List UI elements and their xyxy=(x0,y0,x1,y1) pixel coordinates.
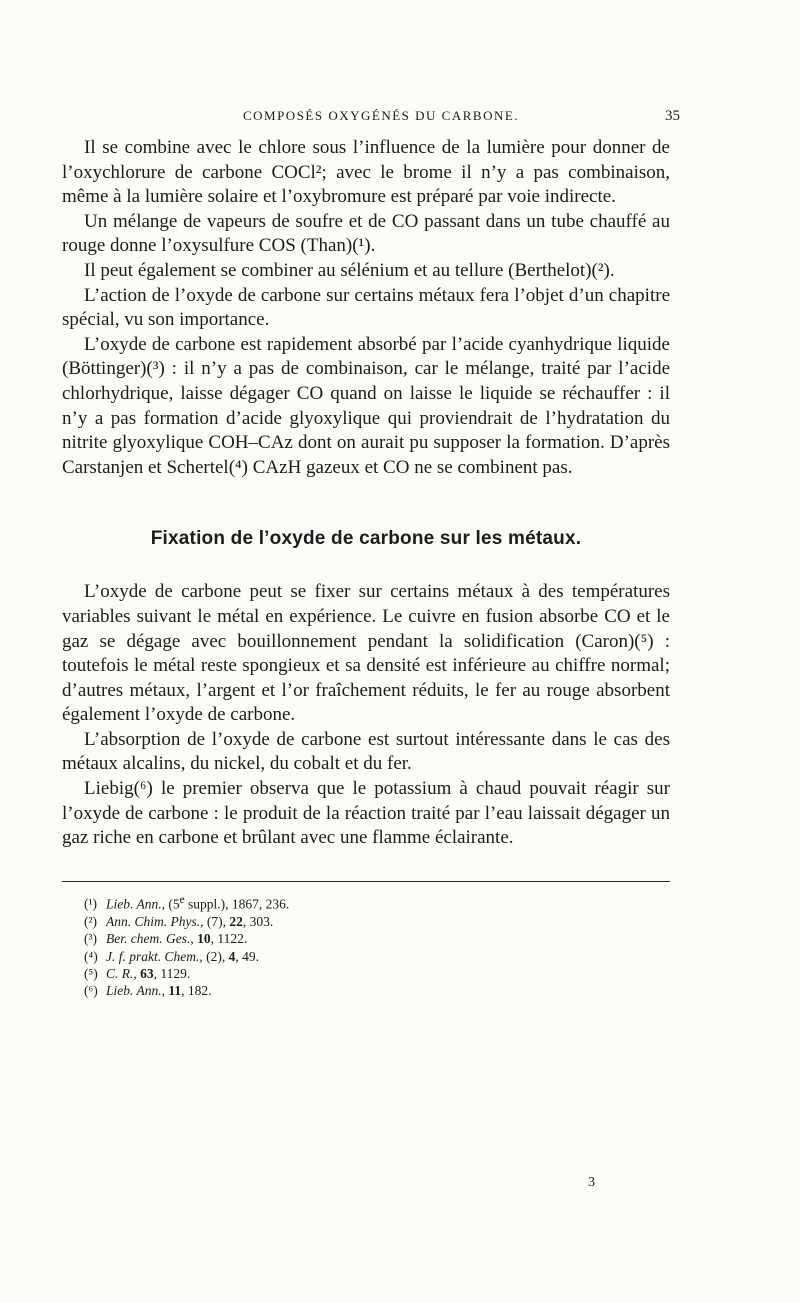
footnote-volume: 4 xyxy=(228,948,236,964)
footnote xyxy=(84,965,670,982)
section-heading: Fixation de l’oxyde de carbone sur les métaux. xyxy=(150,528,582,550)
paragraph: L’oxyde de carbone peut se fixer sur certains métaux à des températures variables suivant le métal en expérience. Le cuivre en fusion absorbe CO et le gaz se dégage avec bouillonnement pendant la solidification (Caron)(⁵) : toutefois le métal reste spongieux et sa densité est inférieure au chiffre normal; d’autres métaux, l’argent et l’or fraîchement réduits, le fer au rouge absorbent également l’oxyde de carbone. xyxy=(62,581,670,726)
body-bottom xyxy=(62,580,670,851)
footnote-text: suppl.), 1867, 236. xyxy=(184,896,290,912)
footnote xyxy=(84,913,670,930)
footnote-mark: (⁵) xyxy=(84,965,98,981)
footnote-volume: 10 xyxy=(197,931,211,947)
footnote-superscript: e xyxy=(179,893,185,906)
footnote-source: Lieb. Ann. xyxy=(106,983,162,999)
footnote-source: Ann. Chim. Phys. xyxy=(106,913,201,929)
paragraph: L’oxyde de carbone est rapidement absorbé par l’acide cyanhydrique liquide (Böttinger)(³) : il n’y a pas de combinaison, car le mélange, traité par l’acide chlorhydrique, laisse dégager CO quand on laisse le liquide se réchauffer : il n’y a pas formation d’acide glyoxylique qui proviendrait de l’hydratation du nitrite glyoxylique COH–CAz dont on aurait pu supposer la formation. D’après Carstanjen et Schertel(⁴) CAzH gazeux et CO ne se combinent pas. xyxy=(62,333,670,478)
footnote-text: , (5 xyxy=(161,896,180,912)
footnote-text: , xyxy=(133,965,141,981)
footnote-source: Ber. chem. Ges. xyxy=(106,931,191,947)
page-number: 35 xyxy=(665,108,680,124)
footnote-text: , xyxy=(161,983,169,999)
footnote-volume: 11 xyxy=(168,983,182,999)
footnote-text: , 49. xyxy=(235,948,259,964)
paragraph: Il se combine avec le chlore sous l’influence de la lumière pour donner de l’oxychlorure de carbone COCl²; avec le brome il n’y a pas combinaison, même à la lumière solaire et l’oxybromure est préparé par voie indirecte. xyxy=(62,137,670,208)
footnote-volume: 22 xyxy=(229,913,243,929)
footnote-volume: 63 xyxy=(140,965,154,981)
body-top xyxy=(62,136,670,480)
footnotes xyxy=(62,892,670,1000)
footnote-divider xyxy=(62,881,670,882)
running-title: COMPOSÉS OXYGÉNÉS DU CARBONE. xyxy=(242,108,520,123)
signature-mark: 3 xyxy=(588,1175,595,1190)
footnote-mark: (¹) xyxy=(84,896,98,912)
footnote-mark: (⁴) xyxy=(84,948,98,964)
footnote-text: , (7), xyxy=(200,913,230,929)
footnote-source: Lieb. Ann. xyxy=(106,896,162,912)
footnote xyxy=(84,930,670,947)
footnote xyxy=(84,892,670,913)
paragraph: Liebig(⁶) le premier observa que le potassium à chaud pouvait réagir sur l’oxyde de carbone : le produit de la réaction traité par l’eau laissait dégager un gaz riche en carbone et brûlant avec une flamme éclairante. xyxy=(62,778,670,849)
paragraph: Un mélange de vapeurs de soufre et de CO passant dans un tube chauffé au rouge donne l’oxysulfure COS (Than)(¹). xyxy=(62,210,670,257)
paragraph: Il peut également se combiner au sélénium et au tellure (Berthelot)(²). xyxy=(84,259,615,281)
footnote-text: , (2), xyxy=(199,948,229,964)
footnote-mark: (⁶) xyxy=(84,983,98,999)
footnote xyxy=(84,982,670,999)
running-header xyxy=(62,108,680,136)
footnote-text: , xyxy=(190,931,198,947)
footnote-source: C. R. xyxy=(106,965,134,981)
footnote-mark: (²) xyxy=(84,913,98,929)
paragraph: L’action de l’oxyde de carbone sur certains métaux fera l’objet d’un chapitre spécial, vu son importance. xyxy=(62,284,670,331)
footnote xyxy=(84,948,670,965)
footnote-text: , 303. xyxy=(242,913,274,929)
footnote-source: J. f. prakt. Chem. xyxy=(106,948,200,964)
footnote-text: , 1122. xyxy=(210,931,248,947)
footnote-text: , 1129. xyxy=(153,965,191,981)
paragraph: L’absorption de l’oxyde de carbone est surtout intéressante dans le cas des métaux alcalins, du nickel, du cobalt et du fer. xyxy=(62,728,670,775)
page xyxy=(62,108,680,1000)
footnote-mark: (³) xyxy=(84,931,98,947)
footnote-text: , 182. xyxy=(181,983,212,999)
